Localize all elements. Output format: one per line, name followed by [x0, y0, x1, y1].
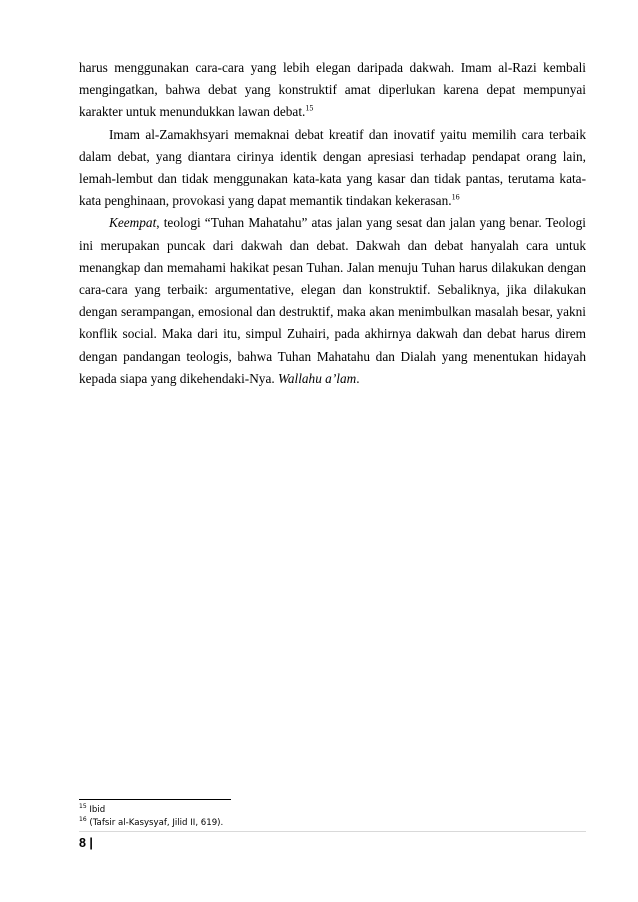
footer-separator	[79, 831, 586, 832]
paragraph-1	[79, 57, 586, 124]
paragraph-3-end-period: .	[356, 370, 360, 386]
footnote-number-15: 15	[79, 803, 87, 811]
footnote-number-16: 16	[79, 815, 87, 823]
paragraph-3	[79, 212, 586, 390]
paragraph-3-closing-italic: Wallahu a’lam	[278, 370, 357, 386]
paragraph-2	[79, 124, 586, 213]
footnote-text-16: (Tafsir al-Kasysyaf, Jilid II, 619).	[89, 817, 224, 828]
footnote-15	[79, 804, 586, 817]
page-number: 8 |	[79, 836, 93, 850]
footnote-16	[79, 817, 586, 830]
footnote-separator	[79, 799, 231, 800]
footnote-ref-16[interactable]: 16	[451, 192, 460, 202]
body-text	[79, 57, 586, 390]
paragraph-1-text: harus menggunakan cara-cara yang lebih elegan daripada dakwah. Imam al-Razi kembali mengingatkan, bahwa debat yang konstruktif amat diperlukan karena depat mempunyai karakter untuk menundukkan lawan debat.	[79, 60, 586, 120]
paragraph-3-lead-italic: Keempat	[109, 215, 157, 231]
footnotes	[79, 804, 586, 829]
footnote-text-15: Ibid	[89, 805, 106, 815]
paragraph-3-text: , teologi “Tuhan Mahatahu” atas jalan yang sesat dan jalan yang benar. Teologi ini merupakan puncak dari dakwah dan debat. Dakwah dan debat hanyalah cara untuk menangkap dan memahami hakikat pesan Tuhan. Jalan menuju Tuhan harus dilakukan dengan cara-cara yang terbaik: argumentative, elegan dan konstruktif. Sebaliknya, jika dilakukan dengan serampangan, emosional dan destruktif, maka akan menimbulkan masalah besar, yakni konflik social. Maka dari itu, simpul Zuhairi, pada akhirnya dakwah dan debat harus direm dengan pandangan teologis, bahwa Tuhan Mahatahu dan Dialah yang menentukan hidayah kepada siapa yang dikehendaki-Nya.	[79, 215, 586, 386]
footnote-ref-15[interactable]: 15	[305, 103, 314, 113]
paragraph-2-text: Imam al-Zamakhsyari memaknai debat kreatif dan inovatif yaitu memilih cara terbaik dalam debat, yang diantara cirinya identik dengan apresiasi terhadap pendapat orang lain, lemah-lembut dan tidak menggunakan kata-kata yang kasar dan tidak pantas, terutama kata-kata penghinaan, provokasi yang dapat memantik tindakan kekerasan.	[79, 126, 586, 209]
